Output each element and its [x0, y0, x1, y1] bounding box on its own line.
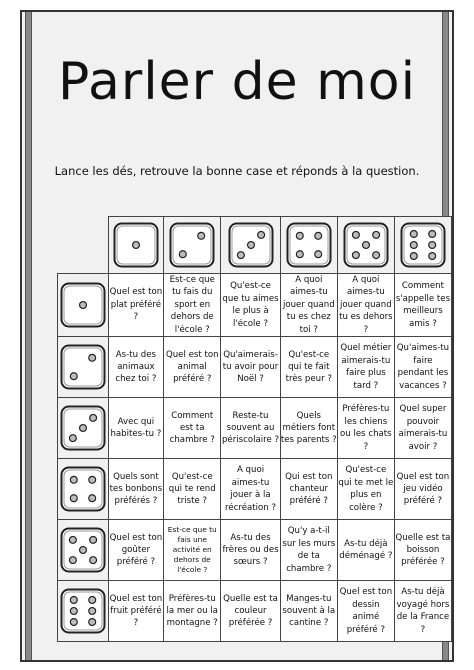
die-pip [69, 435, 76, 442]
die-five-icon [60, 527, 106, 573]
die-pip [69, 557, 76, 564]
die-pip [89, 477, 96, 484]
question-cell: Est-ce que tu fais une activité en dehors de l'école ? [164, 520, 221, 581]
question-cell: Qu'est-ce qui te fait très peur ? [280, 337, 337, 398]
die-pip [352, 231, 359, 238]
die-pip [89, 608, 96, 615]
die-pip [247, 242, 254, 249]
question-cell: Avec qui habites-tu ? [108, 398, 164, 459]
die-pip [89, 557, 96, 564]
row-header-die-three [58, 398, 109, 459]
column-header-die-two [164, 217, 221, 274]
column-header-die-five [337, 217, 394, 274]
question-cell: Qu'est-ce qui te met le plus en colère ? [337, 459, 394, 520]
column-header-die-one [108, 217, 164, 274]
question-cell: Est-ce que tu fais du sport en dehors de l'école ? [164, 274, 221, 337]
corner-cell [58, 217, 109, 274]
die-pip [373, 231, 380, 238]
die-pip [70, 597, 77, 604]
header-row [58, 217, 452, 274]
die-five-icon [343, 222, 389, 268]
question-cell: Quel super pouvoir aimerais-tu avoir ? [394, 398, 451, 459]
die-pip [79, 302, 86, 309]
question-cell: Quelle est ta couleur préférée ? [221, 581, 280, 642]
question-cell: Quel est ton plat préféré ? [108, 274, 164, 337]
question-cell: Comment s'appelle tes meilleurs amis ? [394, 274, 451, 337]
die-pip [362, 242, 369, 249]
question-cell: Qu'aimes-tu faire pendant les vacances ? [394, 337, 451, 398]
die-two-icon [169, 222, 215, 268]
die-three-icon [228, 222, 274, 268]
question-cell: Préfères-tu la mer ou la montagne ? [164, 581, 221, 642]
question-cell: Quels sont tes bonbons préférés ? [108, 459, 164, 520]
die-pip [89, 619, 96, 626]
die-pip [429, 231, 436, 238]
question-cell: Quel est ton jeu vidéo préféré ? [394, 459, 451, 520]
die-pip [70, 373, 77, 380]
die-pip [89, 597, 96, 604]
row-header-die-two [58, 337, 109, 398]
die-pip [79, 547, 86, 554]
column-header-die-four [280, 217, 337, 274]
die-pip [315, 251, 322, 258]
question-cell: Quels métiers font tes parents ? [280, 398, 337, 459]
row-header-die-one [58, 274, 109, 337]
question-cell: Qu'y a-t-il sur les murs de ta chambre ? [280, 520, 337, 581]
instruction-text: Lance les dés, retrouve la bonne case et réponds à la question. [54, 164, 420, 178]
die-pip [373, 252, 380, 259]
die-pip [89, 495, 96, 502]
die-pip [296, 232, 303, 239]
die-one-icon [60, 282, 106, 328]
question-cell: Qui est ton chanteur préféré ? [280, 459, 337, 520]
question-cell: A quoi aimes-tu jouer à la récréation ? [221, 459, 280, 520]
question-cell: Reste-tu souvent au périscolaire ? [221, 398, 280, 459]
row-header-die-four [58, 459, 109, 520]
die-pip [410, 253, 417, 260]
die-pip [69, 537, 76, 544]
question-cell: Quel métier aimerais-tu faire plus tard ? [337, 337, 394, 398]
question-cell: Quel est ton fruit préféré ? [108, 581, 164, 642]
question-cell: Quel est ton goûter préféré ? [108, 520, 164, 581]
die-pip [79, 425, 86, 432]
die-pip [237, 252, 244, 259]
question-cell: As-tu déjà déménagé ? [337, 520, 394, 581]
die-pip [352, 252, 359, 259]
die-four-icon [60, 466, 106, 512]
die-pip [257, 231, 264, 238]
column-header-die-three [221, 217, 280, 274]
die-pip [429, 253, 436, 260]
die-pip [429, 242, 436, 249]
worksheet-page [20, 10, 454, 662]
question-cell: Quelle est ta boisson préférée ? [394, 520, 451, 581]
question-cell: A quoi aimes-tu jouer quand tu es dehors ? [339, 275, 393, 335]
die-six-icon [60, 588, 106, 634]
question-cell: Qu'aimerais-tu avoir pour Noël ? [221, 337, 280, 398]
row-header-die-six [58, 581, 109, 642]
row-header-die-five [58, 520, 109, 581]
die-six-icon [400, 222, 446, 268]
die-pip [198, 232, 205, 239]
question-row [58, 398, 452, 459]
die-four-icon [286, 222, 332, 268]
die-one-icon [113, 222, 159, 268]
question-cell: Manges-tu souvent à la cantine ? [280, 581, 337, 642]
die-pip [132, 242, 139, 249]
question-grid [57, 216, 452, 642]
question-row [58, 459, 452, 520]
die-pip [89, 537, 96, 544]
question-cell: Qu'est-ce qui te rend triste ? [164, 459, 221, 520]
page-title: Parler de moi [57, 52, 417, 112]
die-pip [410, 242, 417, 249]
question-cell: As-tu déjà voyagé hors de la France ? [394, 581, 451, 642]
question-row [58, 274, 452, 337]
question-cell: Quel est ton dessin animé préféré ? [337, 581, 394, 642]
die-pip [315, 232, 322, 239]
question-cell: Comment est ta chambre ? [164, 398, 221, 459]
question-row [58, 581, 452, 642]
die-pip [70, 619, 77, 626]
question-cell: As-tu des animaux chez toi ? [108, 337, 164, 398]
question-row [58, 337, 452, 398]
question-cell: As-tu des frères ou des sœurs ? [221, 520, 280, 581]
die-pip [296, 251, 303, 258]
die-pip [180, 251, 187, 258]
die-pip [89, 355, 96, 362]
die-three-icon [60, 405, 106, 451]
die-pip [70, 608, 77, 615]
die-two-icon [60, 344, 106, 390]
die-pip [410, 231, 417, 238]
die-pip [70, 495, 77, 502]
die-pip [70, 477, 77, 484]
question-cell: Qu'est-ce que tu aimes le plus à l'école ? [221, 274, 280, 337]
question-cell: A quoi aimes-tu jouer quand tu es chez toi ? [280, 274, 337, 337]
die-pip [89, 415, 96, 422]
question-cell: Préfères-tu les chiens ou les chats ? [337, 398, 394, 459]
question-cell: Quel est ton animal préféré ? [164, 337, 221, 398]
column-header-die-six [394, 217, 451, 274]
question-row [58, 520, 452, 581]
